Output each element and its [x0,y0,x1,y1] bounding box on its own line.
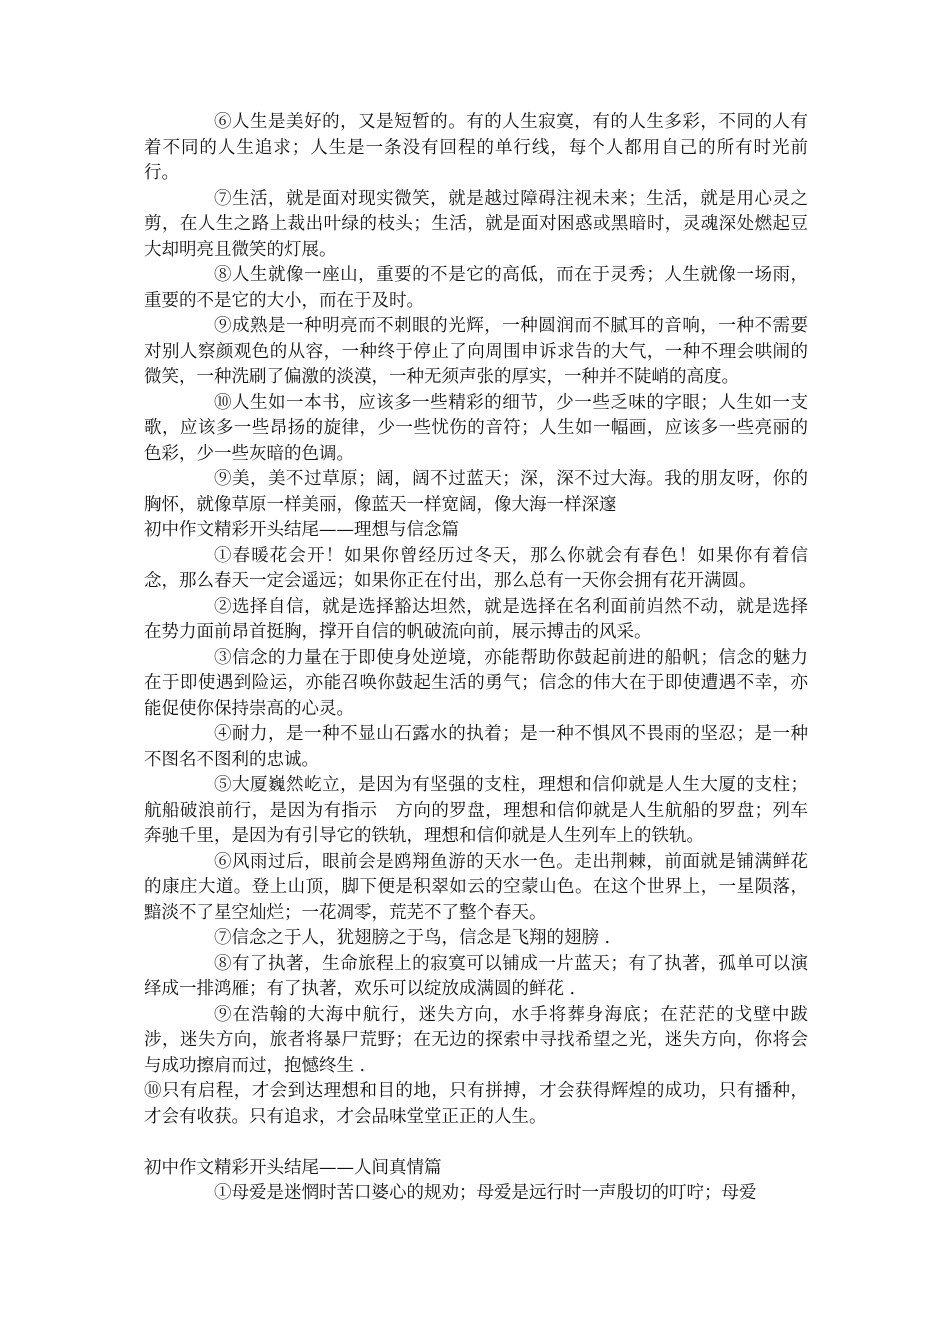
paragraph: ⑧有了执著，生命旅程上的寂寞可以铺成一片蓝天；有了执著，孤单可以演绎成一排鸿雁；有了执著，欢乐可以绽放成满圆的鲜花 . [144,953,808,999]
section-heading: 初中作文精彩开头结尾——理想与信念篇 [144,520,459,540]
paragraph: ①春暖花会开！如果你曾经历过冬天，那么你就会有春色！如果你有着信念，那么春天一定会遥远；如果你正在付出，那么总有一天你会拥有花开满圆。 [144,545,808,591]
paragraph: ⑧人生就像一座山，重要的不是它的高低，而在于灵秀；人生就像一场雨，重要的不是它的大小，而在于及时。 [144,265,808,311]
paragraph: ⑥人生是美好的，又是短暂的。有的人生寂寞，有的人生多彩，不同的人有着不同的人生追求；人生是一条没有回程的单行线，每个人都用自己的所有时光前行。 [144,112,808,183]
paragraph: ⑨在浩翰的大海中航行，迷失方向，水手将葬身海底；在茫茫的戈壁中跋涉，迷失方向，旅者将暴尸荒野；在无边的探索中寻找希望之光，迷失方向，你将会与成功擦肩而过，抱憾终生 . [144,1004,808,1076]
paragraph: ②选择自信，就是选择豁达坦然，就是选择在名利面前岿然不动，就是选择在势力面前昂首挺胸，撑开自信的帆破流向前，展示搏击的风采。 [144,596,808,642]
paragraph: ①母爱是迷惘时苦口婆心的规劝；母爱是远行时一声殷切的叮咛；母爱 [214,1183,757,1203]
paragraph: ⑩只有启程，才会到达理想和目的地，只有拼搏，才会获得辉煌的成功，只有播种，才会有收获。只有追求，才会品味堂堂正正的人生。 [144,1081,808,1127]
document-body [144,110,808,1207]
blank-line [144,1130,808,1156]
paragraph: ⑥风雨过后，眼前会是鸥翔鱼游的天水一色。走出荆棘，前面就是铺满鲜花的康庄大道。登上山顶，脚下便是积翠如云的空蒙山色。在这个世界上，一星陨落，黯淡不了星空灿烂；一花凋零，荒芜不了整个春天。 [144,851,808,923]
paragraph: ⑨美，美不过草原；阔，阔不过蓝天；深，深不过大海。我的朋友呀，你的胸怀，就像草原一样美丽，像蓝天一样宽阔，像大海一样深邃 [144,469,808,515]
paragraph: ④耐力，是一种不显山石露水的执着；是一种不惧风不畏雨的坚忍；是一种不图名不图利的忠诚。 [144,724,808,770]
paragraph: ⑦生活，就是面对现实微笑，就是越过障碍注视未来；生活，就是用心灵之剪，在人生之路上裁出叶绿的枝头；生活，就是面对困惑或黑暗时，灵魂深处燃起豆大却明亮且微笑的灯展。 [144,188,808,260]
paragraph: ③信念的力量在于即使身处逆境，亦能帮助你鼓起前进的船帆；信念的魅力在于即使遇到险运，亦能召唤你鼓起生活的勇气；信念的伟大在于即使遭遇不幸，亦能促使你保持崇高的心灵。 [144,647,808,719]
paragraph: ⑦信念之于人，犹翅膀之于鸟，信念是飞翔的翅膀 . [214,928,611,948]
paragraph: ⑤大厦巍然屹立，是因为有坚强的支柱，理想和信仰就是人生大厦的支柱；航船破浪前行，是因为有指示 方向的罗盘，理想和信仰就是人生航船的罗盘；列车奔驰千里，是因为有引导它的铁轨，理想和信仰就是人生列车上的铁轨。 [144,775,808,846]
paragraph: ⑩人生如一本书，应该多一些精彩的细节，少一些乏味的字眼；人生如一支歌，应该多一些昂扬的旋律，少一些忧伤的音符；人生如一幅画，应该多一些亮丽的色彩，少一些灰暗的色调。 [144,392,808,464]
paragraph: ⑨成熟是一种明亮而不刺眼的光辉，一种圆润而不腻耳的音响，一种不需要对别人察颜观色的从容，一种终于停止了向周围申诉求告的大气，一种不理会哄闹的微笑，一种洗刷了偏激的淡漠，一种无须声张的厚实，一种并不陡峭的高度。 [144,316,808,387]
section-heading: 初中作文精彩开头结尾——人间真情篇 [144,1157,442,1178]
